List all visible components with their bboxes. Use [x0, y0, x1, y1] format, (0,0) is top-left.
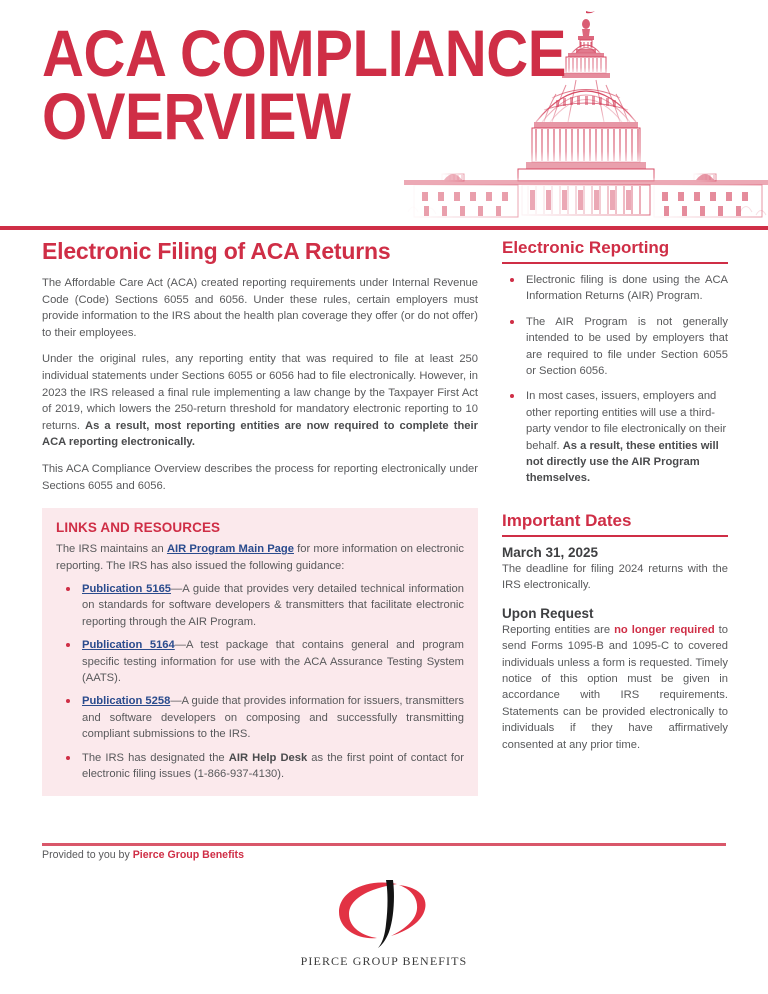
provided-by-brand: Pierce Group Benefits [132, 849, 244, 861]
provided-by-prefix: Provided to you by [42, 849, 133, 861]
list-item [56, 637, 464, 686]
links-box-list [56, 581, 464, 782]
page-title-line-2: OVERVIEW [42, 78, 351, 153]
date-entry-body [502, 561, 728, 594]
highlight-text: no longer required [614, 623, 715, 636]
text-run: Under the original rules, any reporting entity that was required to file at least 250 individual statements under Sections 6055 or 6056 had to file electronically. However, in 2023 the IRS released a final rule implementing a law change by the Taxpayer First Act of 2019, which lowers the 250-return threshold for mandatory electronic reporting to 10 returns. [42, 353, 478, 432]
important-dates-heading: Important Dates [502, 510, 632, 530]
list-item [56, 750, 464, 783]
electronic-reporting-rule [502, 262, 728, 264]
electronic-reporting-heading: Electronic Reporting [502, 238, 670, 257]
text-run: —A test package that contains general and program specific testing information for use with the ACA Assurance Testing System (AATS). [82, 639, 465, 684]
text-run: This ACA Compliance Overview describes the process for reporting electronically under Sections 6055 and 6056. [42, 462, 478, 492]
provided-by-line [42, 849, 244, 861]
text-run: for more information on electronic reporting. The IRS has also issued the following guidance: [56, 543, 465, 572]
text-run: —A guide that provides very detailed technical information on standards for software developers & transmitters that facilitate electronic reporting through the AIR Program. [82, 582, 464, 628]
text-run: to send Forms 1095-B and 1095-C to covered individuals unless a form is requested. Timely notice of this option must be given in accordance with IRS requirements. Statements can be provided electronically to individuals if they have affirmatively consented at any prior time. [502, 623, 728, 751]
important-dates-rule [502, 535, 728, 537]
company-logo [0, 878, 768, 969]
electronic-reporting-list [502, 272, 728, 487]
text-run: The AIR Program is not generally intended to be used by employers that are required to file under Section 6055 or Section 6056. [526, 315, 728, 378]
left-column [42, 238, 478, 796]
text-run: Reporting entities are [502, 623, 615, 636]
text-run: The IRS has designated the [82, 751, 229, 764]
text-run: The deadline for filing 2024 returns with the IRS electronically. [502, 562, 728, 592]
resource-link[interactable]: Publication 5164 [82, 639, 175, 652]
links-box-intro [56, 541, 464, 574]
page-title [42, 16, 638, 153]
resource-link[interactable]: Publication 5165 [82, 582, 172, 595]
header-divider-rule [0, 226, 768, 230]
left-section-heading: Electronic Filing of ACA Returns [42, 238, 391, 264]
links-box-title: LINKS AND RESOURCES [56, 520, 221, 536]
body-paragraph [42, 461, 478, 494]
list-item [56, 693, 464, 742]
left-paragraphs [42, 275, 478, 494]
body-paragraph [42, 351, 478, 451]
text-run: —A guide that provides information for issuers, transmitters and software developers on composing and successfully transmitting compliant submissions to the IRS. [82, 695, 464, 741]
text-run: In most cases, issuers, employers and other reporting entities will use a third-party vendor to file electronically on their behalf. [526, 390, 727, 452]
important-dates-entries [502, 545, 728, 753]
resource-link[interactable]: AIR Program Main Page [166, 543, 294, 556]
page-title-line-1: ACA COMPLIANCE [42, 16, 567, 90]
footer-divider-rule [42, 843, 726, 846]
emphasis-text: As a result, most reporting entities are now required to complete their ACA reporting electronically. [42, 419, 478, 449]
emphasis-text: As a result, these entities will not directly use the AIR Program themselves. [526, 439, 719, 485]
document-header [0, 0, 768, 228]
list-item [502, 314, 728, 380]
company-logo-text: PIERCE GROUP BENEFITS [300, 954, 468, 968]
list-item [502, 388, 728, 486]
links-and-resources-box [42, 508, 478, 796]
emphasis-text: AIR Help Desk [228, 751, 308, 764]
body-paragraph [42, 275, 478, 341]
date-entry-body [502, 622, 728, 753]
list-item [56, 581, 464, 630]
text-run: as the first point of contact for electronic filing issues (1-866-937-4130). [82, 751, 464, 780]
date-entry-title: Upon Request [502, 605, 594, 621]
pierce-group-swoosh-logo-icon [325, 878, 443, 952]
right-column [502, 238, 728, 753]
date-entry-title: March 31, 2025 [502, 544, 599, 560]
text-run: Electronic filing is done using the ACA Information Returns (AIR) Program. [526, 274, 728, 303]
text-run: The IRS maintains an [56, 543, 167, 556]
list-item [502, 272, 728, 305]
text-run: The Affordable Care Act (ACA) created reporting requirements under Internal Revenue Code (Code) Sections 6055 and 6056. Under these rules, certain employers must provide information to the IRS about the health plan coverage they offer (or do not offer) to their employees. [42, 277, 478, 339]
resource-link[interactable]: Publication 5258 [82, 695, 171, 708]
